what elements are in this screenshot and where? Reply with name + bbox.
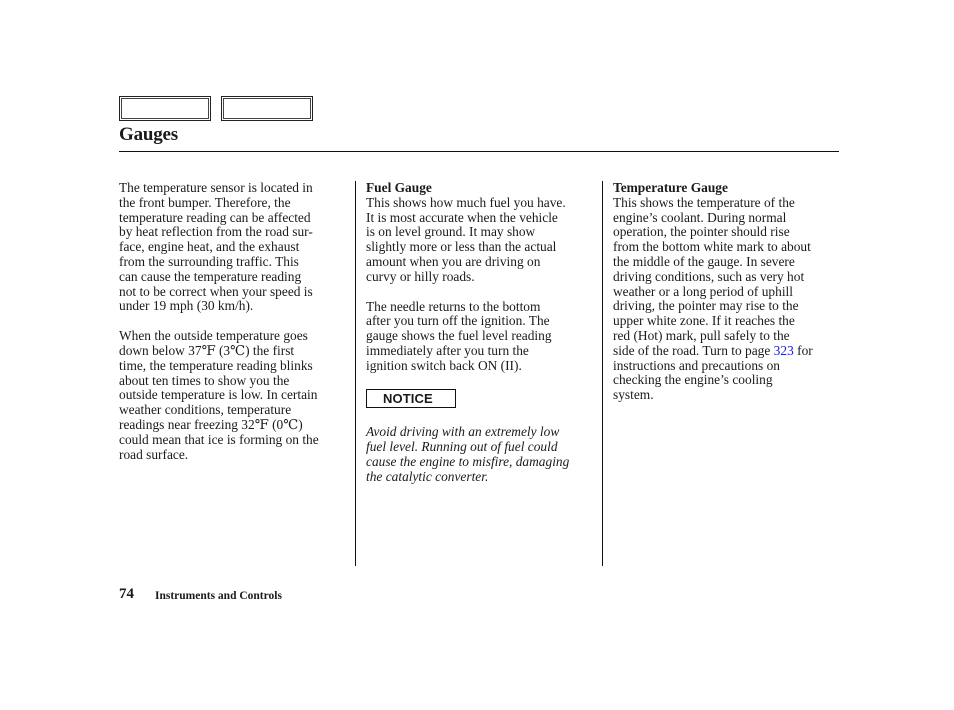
text-line: road surface.: [119, 446, 189, 462]
text-line: under 19 mph (30 km/h).: [119, 298, 254, 314]
text-line: This shows the temperature of the: [613, 194, 795, 210]
text-line: upper white zone. If it reaches the: [613, 313, 795, 329]
column-divider: [602, 181, 603, 566]
text-line: system.: [613, 387, 654, 403]
fuel-gauge-needle-paragraph: [366, 300, 594, 374]
section-name: Instruments and Controls: [155, 590, 282, 602]
text-line: the catalytic converter.: [366, 468, 489, 484]
text-line: the middle of the gauge. In severe: [613, 253, 795, 269]
text-line: by heat reflection from the road sur-: [119, 224, 313, 240]
text-line: immediately after you turn the: [366, 342, 529, 358]
title-rule: [119, 151, 839, 152]
text-line: driving conditions, such as very hot: [613, 268, 805, 284]
text-line: slightly more or less than the actual: [366, 239, 557, 255]
text-line: not to be correct when your speed is: [119, 283, 313, 299]
text-line: can cause the temperature reading: [119, 268, 302, 284]
text-line: checking the engine’s cooling: [613, 372, 773, 388]
text-line: ignition switch back ON (II).: [366, 357, 522, 373]
temperature-link-line-suffix: for: [793, 342, 813, 358]
text-line: instructions and precautions on: [613, 357, 780, 373]
text-line: weather conditions, temperature: [119, 402, 292, 418]
column-divider: [355, 181, 356, 566]
temperature-link-line-prefix: side of the road. Turn to page: [613, 342, 774, 358]
text-line: the front bumper. Therefore, the: [119, 194, 291, 210]
text-line: This shows how much fuel you have.: [366, 194, 566, 210]
temperature-gauge-section: [613, 181, 841, 403]
text-line: The needle returns to the bottom: [366, 298, 541, 314]
text-line: engine’s coolant. During normal: [613, 209, 787, 225]
text-line: from the surrounding traffic. This: [119, 253, 299, 269]
text-line: It is most accurate when the vehicle: [366, 209, 558, 225]
nav-button-next[interactable]: [221, 96, 313, 121]
text-line: about ten times to show you the: [119, 372, 290, 388]
text-line: could mean that ice is forming on the: [119, 431, 319, 447]
column-fuel-gauge: [366, 181, 594, 500]
text-line: curvy or hilly roads.: [366, 268, 475, 284]
text-line: When the outside temperature goes: [119, 328, 308, 344]
text-line: down below 37℉ (3℃) the first: [119, 342, 295, 358]
text-line: driving, the pointer may rise to the: [613, 298, 799, 314]
paragraph-freezing-warning: [119, 329, 347, 462]
page-title: Gauges: [119, 124, 178, 145]
text-line: outside temperature is low. In certain: [119, 387, 318, 403]
nav-button-previous[interactable]: [119, 96, 211, 121]
text-line: The temperature sensor is located in: [119, 180, 313, 195]
fuel-gauge-section: [366, 181, 594, 285]
temperature-gauge-heading: Temperature Gauge: [613, 180, 728, 195]
text-line: weather or a long period of uphill: [613, 283, 793, 299]
text-line: from the bottom white mark to about: [613, 239, 811, 255]
notice-label: NOTICE: [383, 390, 433, 406]
fuel-gauge-heading: Fuel Gauge: [366, 180, 432, 195]
notice-text: [366, 425, 594, 484]
column-temperature-gauge: [613, 181, 841, 418]
temperature-gauge-description: [613, 195, 811, 343]
page-number: 74: [119, 586, 134, 602]
notice-badge: [366, 389, 456, 408]
page-323-link[interactable]: 323: [773, 342, 794, 358]
text-line: after you turn off the ignition. The: [366, 313, 550, 329]
text-line: gauge shows the fuel level reading: [366, 328, 552, 344]
fuel-gauge-description: [366, 195, 566, 284]
text-line: is on level ground. It may show: [366, 224, 536, 240]
text-line: Avoid driving with an extremely low: [366, 424, 560, 440]
text-line: readings near freezing 32℉ (0℃): [119, 416, 303, 432]
temperature-gauge-description-end: [613, 358, 780, 403]
paragraph-sensor-location: [119, 181, 347, 314]
text-line: temperature reading can be affected: [119, 209, 311, 225]
text-line: operation, the pointer should rise: [613, 224, 790, 240]
text-line: cause the engine to misfire, damaging: [366, 453, 570, 469]
text-line: fuel level. Running out of fuel could: [366, 439, 558, 455]
text-line: amount when you are driving on: [366, 253, 541, 269]
text-line: time, the temperature reading blinks: [119, 357, 313, 373]
column-outside-temperature: [119, 181, 347, 477]
text-line: face, engine heat, and the exhaust: [119, 239, 300, 255]
text-line: red (Hot) mark, pull safely to the: [613, 327, 790, 343]
